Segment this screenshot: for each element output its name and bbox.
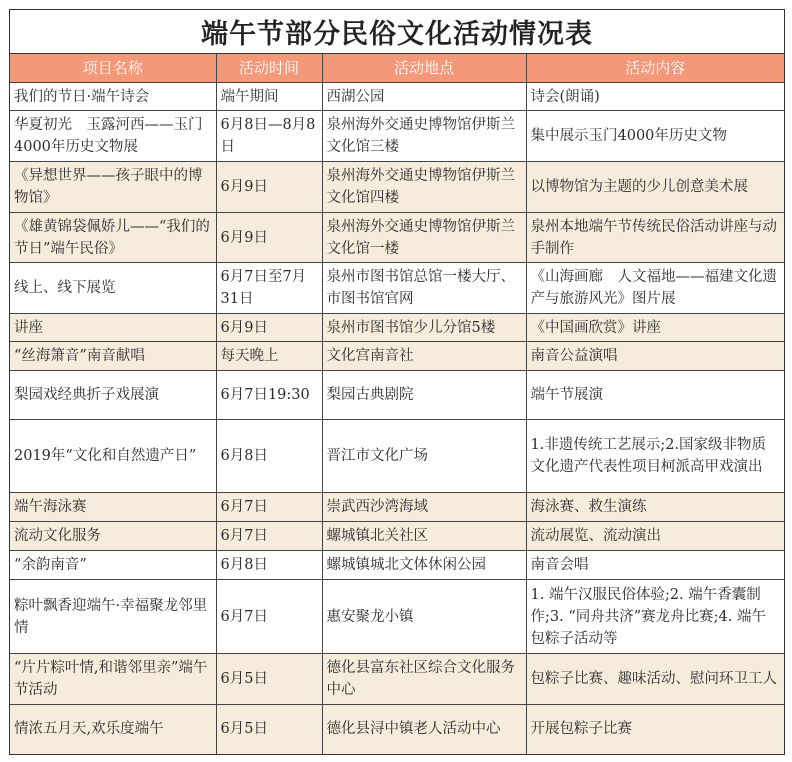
table-row [10,522,784,551]
cell-place: 德化县浔中镇老人活动中心 [322,705,526,754]
cell-name: 情浓五月天,欢乐度端午 [10,705,216,754]
header-place: 活动地点 [322,54,526,83]
cell-time: 6月5日 [216,654,322,705]
table-row [10,314,784,342]
table-title: 端午节部分民俗文化活动情况表 [10,10,784,54]
cell-content: 以博物馆为主题的少儿创意美术展 [526,162,784,213]
activity-table [10,54,784,754]
cell-name: 2019年“文化和自然遗产日” [10,420,216,493]
cell-name: 梨园戏经典折子戏展演 [10,371,216,420]
cell-time: 6月8日 [216,420,322,493]
cell-name: “片片粽叶情,和谐邻里亲”端午节活动 [10,654,216,705]
header-name: 项目名称 [10,54,216,83]
cell-time: 每天晚上 [216,342,322,371]
cell-content: 《中国画欣赏》讲座 [526,314,784,342]
cell-place: 惠安聚龙小镇 [322,580,526,654]
cell-time: 6月7日至7月31日 [216,263,322,314]
cell-name: “余韵南音” [10,551,216,580]
cell-time: 6月9日 [216,162,322,213]
header-time: 活动时间 [216,54,322,83]
cell-place: 泉州海外交通史博物馆伊斯兰文化馆一楼 [322,213,526,263]
cell-time: 端午期间 [216,83,322,111]
cell-content: 1. 端午汉服民俗体验;2. 端午香囊制作;3. “同舟共济”赛龙舟比赛;4. 端午包粽子活动等 [526,580,784,654]
cell-name: 线上、线下展览 [10,263,216,314]
cell-name: 讲座 [10,314,216,342]
cell-content: 包粽子比赛、趣味活动、慰问环卫工人 [526,654,784,705]
cell-place: 西湖公园 [322,83,526,111]
cell-content: 《山海画廊 人文福地——福建文化遗产与旅游风光》图片展 [526,263,784,314]
cell-place: 晋江市文化广场 [322,420,526,493]
cell-content: 南音公益演唱 [526,342,784,371]
cell-content: 端午节展演 [526,371,784,420]
cell-name: 《雄黄锦袋佩娇儿——“我们的节日”端午民俗》 [10,213,216,263]
cell-content: 集中展示玉门4000年历史文物 [526,111,784,162]
cell-content: 泉州本地端午节传统民俗活动讲座与动手制作 [526,213,784,263]
cell-time: 6月7日 [216,493,322,522]
cell-place: 德化县富东社区综合文化服务中心 [322,654,526,705]
table-row [10,705,784,754]
cell-time: 6月8日 [216,551,322,580]
header-content: 活动内容 [526,54,784,83]
table-row [10,420,784,493]
cell-name: 我们的节日·端午诗会 [10,83,216,111]
cell-place: 螺城镇北关社区 [322,522,526,551]
cell-place: 泉州市图书馆少儿分馆5楼 [322,314,526,342]
cell-place: 螺城镇城北文体休闲公园 [322,551,526,580]
cell-place: 泉州海外交通史博物馆伊斯兰文化馆四楼 [322,162,526,213]
cell-place: 泉州海外交通史博物馆伊斯兰文化馆三楼 [322,111,526,162]
cell-time: 6月7日19:30 [216,371,322,420]
cell-content: 1.非遗传统工艺展示;2.国家级非物质文化遗产代表性项目柯派高甲戏演出 [526,420,784,493]
header-row [10,54,784,83]
cell-time: 6月8日—8月8日 [216,111,322,162]
cell-name: 端午海泳赛 [10,493,216,522]
cell-time: 6月7日 [216,580,322,654]
table-row [10,263,784,314]
table-row [10,342,784,371]
cell-content: 流动展览、流动演出 [526,522,784,551]
table-row [10,371,784,420]
table-row [10,213,784,263]
cell-time: 6月9日 [216,314,322,342]
cell-name: 《异想世界——孩子眼中的博物馆》 [10,162,216,213]
cell-time: 6月7日 [216,522,322,551]
cell-time: 6月9日 [216,213,322,263]
cell-place: 梨园古典剧院 [322,371,526,420]
cell-time: 6月5日 [216,705,322,754]
cell-place: 文化宫南音社 [322,342,526,371]
cell-name: 流动文化服务 [10,522,216,551]
cell-content: 开展包粽子比赛 [526,705,784,754]
activity-table-document [9,9,785,755]
table-row [10,493,784,522]
cell-content: 诗会(朗诵) [526,83,784,111]
cell-name: 粽叶飘香迎端午·幸福聚龙邻里情 [10,580,216,654]
table-row [10,551,784,580]
table-row [10,162,784,213]
table-row [10,580,784,654]
cell-name: 华夏初光 玉露河西——玉门4000年历史文物展 [10,111,216,162]
cell-name: “丝海箫音”南音献唱 [10,342,216,371]
cell-content: 南音会唱 [526,551,784,580]
cell-place: 泉州市图书馆总馆一楼大厅、市图书馆官网 [322,263,526,314]
cell-content: 海泳赛、救生演练 [526,493,784,522]
table-row [10,654,784,705]
table-row [10,83,784,111]
table-row [10,111,784,162]
cell-place: 崇武西沙湾海域 [322,493,526,522]
